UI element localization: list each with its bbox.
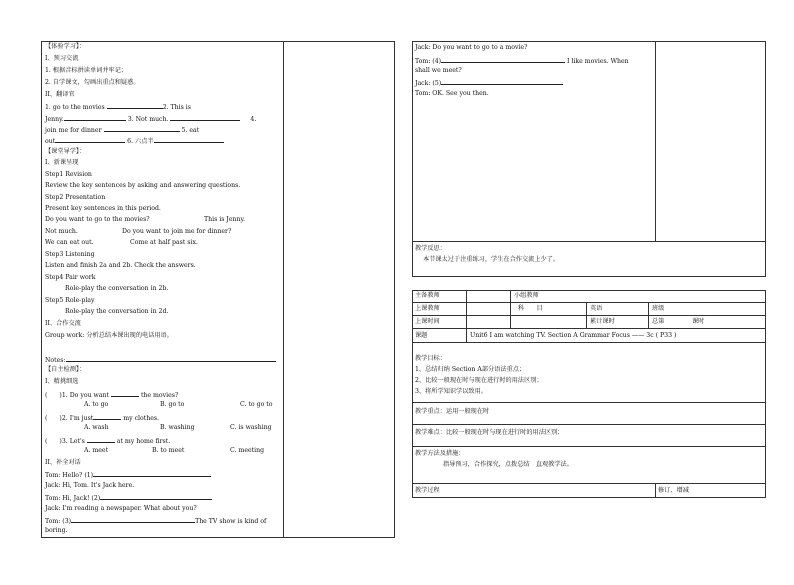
blank[interactable] — [170, 114, 240, 121]
cell-kemu: 科 目 — [518, 305, 543, 312]
notes-line — [45, 355, 276, 365]
revise-label: 修订、增减 — [658, 487, 689, 494]
q1-option-a: A. to go — [84, 401, 109, 408]
step4-label: Step4 Pair work — [45, 274, 96, 281]
answer-blank[interactable] — [47, 414, 59, 420]
blank[interactable] — [107, 102, 163, 109]
q3-paren: ( — [45, 438, 48, 445]
q1-option-b: B. go to — [160, 401, 185, 408]
translate-line-1 — [45, 102, 191, 112]
question-2 — [45, 413, 159, 423]
cell-shangke-teacher: 上课教师 — [415, 305, 440, 312]
translate-1a: 1. go to the movies — [45, 104, 105, 111]
step2-desc: Present key sentences in this period. — [45, 205, 161, 212]
row-rule — [412, 483, 766, 484]
step4-desc: Role-play the conversation in 2b. — [65, 285, 169, 292]
col-rule — [510, 290, 511, 328]
translate-1b: 2. This is — [162, 104, 191, 111]
continued-line-2 — [415, 56, 629, 66]
question-3 — [45, 436, 170, 446]
dialog-line-2: Jack: Hi, Tom. It's Jack here. — [45, 482, 135, 489]
step1-label: Step1 Revision — [45, 171, 92, 178]
reflect-text: 本节课太过于注重练习，学生在合作交流上少了。 — [423, 256, 560, 263]
cell-keti-value: Unit6 I am watching TV. Section A Grammar Focus —— 3c ( P33 ) — [470, 332, 677, 339]
key-sentence-3b: Come at half past six. — [130, 239, 198, 246]
blank[interactable] — [441, 78, 563, 85]
blank[interactable] — [93, 470, 211, 477]
right-top-divider — [655, 41, 656, 241]
translate-2c: 4. — [250, 116, 257, 123]
continued-2b: I like movies. When — [567, 58, 629, 65]
q1-paren: ( — [45, 392, 48, 399]
dialog-1: Tom: Hello? (1) — [45, 472, 94, 479]
blank[interactable] — [55, 136, 125, 143]
continued-4: Jack: (5) — [415, 80, 442, 87]
left-panel-divider — [283, 41, 284, 538]
notes-label: Notes: — [45, 357, 66, 364]
tiyan-header: 【体验学习】： — [45, 43, 86, 50]
goal-3: 3、将所学知识学以致用。 — [415, 388, 487, 395]
blank[interactable] — [87, 436, 115, 443]
continued-line-3: shall we meet? — [415, 67, 462, 74]
blank[interactable] — [64, 114, 126, 121]
cell-zongji: 总第 — [652, 318, 665, 325]
col-rule — [466, 290, 467, 342]
question-1 — [45, 390, 178, 400]
dialog-line-1 — [45, 470, 211, 480]
q1-option-c: C. to go to — [240, 401, 273, 408]
row-rule — [412, 424, 766, 425]
preview-step-1: 1. 根据音标拼读单词并牢记； — [45, 67, 128, 74]
method-text: 指导预习，合作探究，点拨总结 直观教学法。 — [443, 461, 573, 468]
col-rule — [655, 483, 656, 498]
blank[interactable] — [93, 413, 121, 420]
translate-4b: 6. 六点半 — [127, 138, 154, 145]
translate-4a: out — [45, 138, 56, 145]
goal-2: 2、比较一般现在时与现在进行时的用法区别； — [415, 377, 543, 384]
cell-zhubei: 主备教师 — [415, 292, 440, 299]
cell-banji: 班级 — [652, 305, 665, 312]
process-label: 教学过程 — [415, 487, 440, 494]
preview-title: I、预习交流 — [45, 55, 79, 62]
q3-end: at my home first. — [116, 438, 171, 445]
key-sentence-2a: Not much. — [45, 228, 78, 235]
q2-paren: ( — [45, 415, 48, 422]
step1-desc: Review the key sentences by asking and answering questions. — [45, 182, 241, 189]
q2-option-a: A. wash — [84, 424, 109, 431]
q3-option-b: B. to meet — [152, 447, 185, 454]
blank[interactable] — [441, 56, 565, 63]
translate-title: II、翻译官 — [45, 91, 75, 98]
preview-step-2: 2. 自学课文，勾画出重点和疑惑。 — [45, 79, 140, 86]
blank[interactable] — [100, 493, 212, 500]
translate-2a: Jenny. — [45, 116, 64, 123]
blank[interactable] — [71, 516, 195, 523]
dialog-3: Tom: Hi, Jack! (2) — [45, 495, 101, 502]
q2-stem: )2. I'm just — [59, 415, 94, 422]
goal-1: 1、总结归纳 Section A部分语法重点； — [415, 366, 526, 373]
translate-line-3 — [45, 125, 199, 135]
dialog-title: II、补全对话 — [45, 459, 81, 466]
right-top-rule — [412, 241, 766, 242]
method-label: 教学方法及措施： — [415, 450, 465, 457]
translate-2b: 3. Not much. — [127, 116, 169, 123]
continued-line-5: Tom: OK. See you then. — [415, 90, 489, 97]
cell-yingyu: 英语 — [590, 305, 603, 312]
row-rule — [412, 446, 766, 447]
key-sentence-1a: Do you want to go to the movies? — [45, 216, 150, 223]
cell-keti-label: 课题 — [415, 332, 428, 339]
coop-title: II、合作交流 — [45, 320, 81, 327]
key-sentence-3a: We can eat out. — [45, 239, 94, 246]
cell-leiji: 累计课时 — [590, 318, 615, 325]
step2-label: Step2 Presentation — [45, 194, 106, 201]
blank[interactable] — [154, 136, 224, 143]
row-rule — [412, 402, 766, 403]
dialog-5b: The TV show is kind of — [195, 518, 267, 525]
difficulty: 教学难点：比较一般现在时与现在进行时的用法区别； — [415, 429, 564, 436]
step5-desc: Role-play the conversation in 2d. — [65, 308, 169, 315]
key-point: 教学重点：运用一般现在时 — [415, 408, 490, 415]
translate-3a: join me for dinner — [45, 127, 102, 134]
q2-option-b: B. washing — [160, 424, 195, 431]
dialog-line-3 — [45, 493, 212, 503]
continued-line-4 — [415, 78, 563, 88]
cell-xiaozu: 小组教师 — [514, 292, 539, 299]
zizhu-header: 【自主检测】： — [45, 366, 86, 373]
q3-stem: )3. Let's — [59, 438, 85, 445]
ketang-header: 【课堂导学】： — [45, 148, 86, 155]
q3-option-c: C. meeting — [230, 447, 265, 454]
dialog-line-4: Jack: I'm reading a newspaper. What about you? — [45, 505, 197, 512]
key-sentence-2b: Do you want to join me for dinner? — [122, 228, 232, 235]
row-rule — [412, 342, 766, 343]
col-rule — [648, 302, 649, 328]
blank[interactable] — [111, 390, 139, 397]
translate-line-2 — [45, 114, 256, 124]
q1-end: the movies? — [140, 392, 179, 399]
cell-keshi: 课时 — [692, 318, 705, 325]
q1-stem: )1. Do you want — [59, 392, 109, 399]
select-title: I、精挑细选 — [45, 378, 79, 385]
group-work: Group work: 分析总结本课出现的电话用语。 — [45, 332, 173, 339]
goal-label: 教学目标： — [415, 355, 446, 362]
reflect-label: 教学反思： — [415, 245, 446, 252]
step3-desc: Listen and finish 2a and 2b. Check the answers. — [45, 262, 196, 269]
col-rule — [586, 302, 587, 328]
dialog-line-5 — [45, 516, 266, 526]
cell-shangke-time: 上课时间 — [415, 318, 440, 325]
answer-blank[interactable] — [47, 391, 59, 397]
notes-blank[interactable] — [66, 355, 276, 362]
step5-label: Step5 Role-play — [45, 297, 95, 304]
q2-end: my clothes. — [123, 415, 160, 422]
dialog-5a: Tom: (3) — [45, 518, 72, 525]
new-lesson-title: I、新课呈现 — [45, 159, 79, 166]
continued-2a: Tom: (4) — [415, 58, 442, 65]
continued-line-1: Jack: Do you want to go to a movie? — [415, 44, 528, 51]
answer-blank[interactable] — [47, 437, 59, 443]
translate-3b: 5. eat — [181, 127, 200, 134]
dialog-line-6: boring. — [45, 527, 68, 534]
key-sentence-1b: This is Jenny. — [204, 216, 246, 223]
q3-option-a: A. meet — [84, 447, 109, 454]
blank[interactable] — [104, 125, 180, 132]
q2-option-c: C. is washing — [230, 424, 272, 431]
translate-line-4 — [45, 136, 224, 146]
step3-label: Step3 Listening — [45, 251, 95, 258]
